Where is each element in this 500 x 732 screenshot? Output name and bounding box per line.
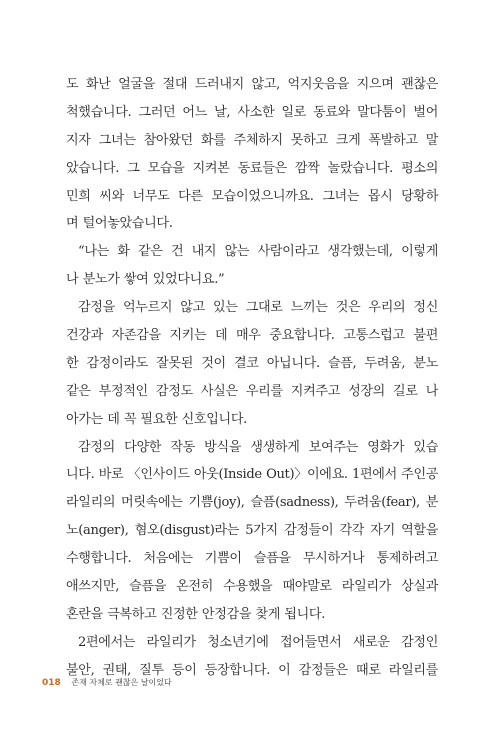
running-title: 존재 자체로 괜찮은 날이었다 xyxy=(71,678,172,687)
text-line-12: 같은 부정적인 감정도 사실은 우리를 지켜주고 성장의 길로 나 xyxy=(66,383,438,399)
text-line-14: 감정의 다양한 작동 방식을 생생하게 보여주는 영화가 있습 xyxy=(78,439,438,455)
text-line-16: 라일리의 머릿속에는 기쁨(joy), 슬픔(sadness), 두려움(fear), 분 xyxy=(66,495,438,511)
text-line-13: 아가는 데 꼭 필요한 신호입니다. xyxy=(66,411,247,427)
text-line-1: 도 화난 얼굴을 절대 드러내지 않고, 억지웃음을 지으며 괜찮은 xyxy=(66,77,438,92)
page-number: 018 xyxy=(42,678,61,688)
text-line-17: 노(anger), 혐오(disgust)라는 5가지 감정들이 각각 자기 역할을 xyxy=(66,523,438,539)
text-line-18: 수행합니다. 처음에는 기쁨이 슬픔을 무시하거나 통제하려고 xyxy=(66,551,438,567)
text-line-6: 며 털어놓았습니다. xyxy=(66,216,173,232)
text-line-11: 한 감정이라도 잘못된 것이 결코 아닙니다. 슬픔, 두려움, 분노 xyxy=(66,355,438,371)
text-line-9: 감정을 억누르지 않고 있는 그대로 느끼는 것은 우리의 정신 xyxy=(78,300,438,316)
text-line-8: 나 분노가 쌓여 있었다니요.” xyxy=(66,272,225,288)
text-line-7: “나는 화 같은 건 내지 않는 사람이라고 생각했는데, 이렇게 xyxy=(78,244,438,260)
text-line-15: 니다. 바로 〈인사이드 아웃(Inside Out)〉이에요. 1편에서 주인공 xyxy=(66,467,439,483)
text-line-4: 았습니다. 그 모습을 지켜본 동료들은 깜짝 놀랐습니다. 평소의 xyxy=(66,160,438,176)
text-line-20: 혼란을 극복하고 진정한 안정감을 찾게 됩니다. xyxy=(66,606,326,622)
text-line-2: 척했습니다. 그러던 어느 날, 사소한 일로 동료와 말다툼이 벌어 xyxy=(66,104,438,120)
body-text xyxy=(66,71,438,685)
text-line-10: 건강과 자존감을 지키는 데 매우 중요합니다. 고통스럽고 불편 xyxy=(66,328,438,344)
text-line-3: 지자 그녀는 참아왔던 화를 주체하지 못하고 크게 폭발하고 말 xyxy=(66,132,438,148)
text-line-21: 2편에서는 라일리가 청소년기에 접어들면서 새로운 감정인 xyxy=(78,634,438,650)
page-footer xyxy=(42,677,172,688)
text-line-22: 불안, 권태, 질투 등이 등장합니다. 이 감정들은 때로 라일리를 xyxy=(66,662,438,678)
text-line-19: 애쓰지만, 슬픔을 온전히 수용했을 때야말로 라일리가 상실과 xyxy=(66,579,438,595)
text-line-5: 민희 씨와 너무도 다른 모습이었으니까요. 그녀는 몹시 당황하 xyxy=(66,188,438,204)
